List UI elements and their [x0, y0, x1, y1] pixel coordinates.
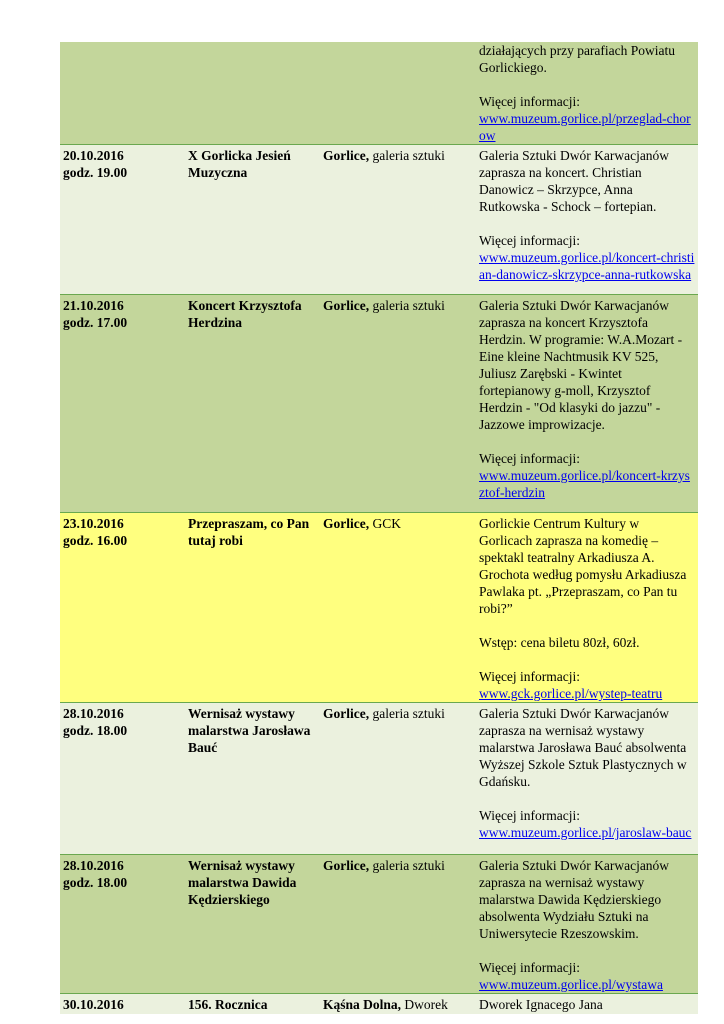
more-info-label: Więcej informacji: [479, 808, 581, 823]
event-time: godz. 17.00 [63, 315, 128, 330]
description-cell [476, 703, 698, 855]
table-row [60, 295, 698, 513]
location-cell [320, 994, 476, 1014]
event-title: 156. Rocznica [173, 994, 320, 1014]
more-info-label: Więcej informacji: [479, 94, 581, 109]
description-cell [476, 855, 698, 994]
date-cell [60, 295, 173, 513]
event-date: 21.10.2016 [63, 298, 124, 313]
date-cell [60, 42, 173, 145]
event-place: galeria sztuki [372, 706, 445, 721]
event-time: godz. 16.00 [63, 533, 128, 548]
event-time: godz. 19.00 [63, 165, 128, 180]
description-cell [476, 145, 698, 295]
more-info-label: Więcej informacji: [479, 451, 581, 466]
event-place: galeria sztuki [372, 298, 445, 313]
description-text: działających przy parafiach Powiatu Gorlickiego. [479, 43, 676, 75]
location-cell [320, 513, 476, 703]
event-link[interactable]: www.muzeum.gorlice.pl/koncert-christian-danowicz-skrzypce-anna-rutkowska [479, 250, 695, 282]
more-info-label: Więcej informacji: [479, 960, 581, 975]
event-link[interactable]: www.muzeum.gorlice.pl/wystawa [479, 977, 663, 992]
title-cell [173, 42, 320, 145]
date-cell [60, 513, 173, 703]
event-date: 28.10.2016 [63, 706, 124, 721]
event-title: X Gorlicka Jesień Muzyczna [173, 145, 320, 295]
event-city: Kąśna Dolna, [323, 997, 402, 1012]
table-row [60, 994, 698, 1014]
event-time: godz. 18.00 [63, 875, 128, 890]
date-cell [60, 994, 173, 1014]
description-text: Dworek Ignacego Jana [479, 997, 603, 1012]
event-title: Koncert Krzysztofa Herdzina [173, 295, 320, 513]
description-text: Galeria Sztuki Dwór Karwacjanów zaprasza na koncert. Christian Danowicz – Skrzypce, Anna Rutkowska - Schock – fortepian. [479, 148, 670, 214]
event-place: galeria sztuki [372, 148, 445, 163]
location-cell [320, 703, 476, 855]
event-place: galeria sztuki [372, 858, 445, 873]
description-cell [476, 513, 698, 703]
description-text: Galeria Sztuki Dwór Karwacjanów zaprasza na koncert Krzysztofa Herdzin. W programie: W.A.Mozart - Eine kleine Nachtmusik KV 525, Juliusz Zarębski - Kwintet fortepianowy g-moll, Krzysztof Herdzin - "Od klasyki do jazzu" - Jazzowe improwizacje. [479, 298, 683, 432]
date-cell [60, 855, 173, 994]
table-row [60, 42, 698, 145]
events-table [60, 42, 698, 1014]
ticket-price: Wstęp: cena biletu 80zł, 60zł. [479, 635, 640, 650]
description-text: Galeria Sztuki Dwór Karwacjanów zaprasza na wernisaż wystawy malarstwa Jarosława Bauć absolwenta Wyższej Szkole Sztuk Plastycznych w Gdańsku. [479, 706, 687, 789]
table-row [60, 145, 698, 295]
event-link[interactable]: www.gck.gorlice.pl/wystep-teatru [479, 686, 663, 701]
event-date: 28.10.2016 [63, 858, 124, 873]
event-city: Gorlice, [323, 298, 370, 313]
description-text: Galeria Sztuki Dwór Karwacjanów zaprasza na wernisaż wystawy malarstwa Dawida Kędzierskiego absolwenta Wydziału Sztuki na Uniwersytecie Rzeszowskim. [479, 858, 670, 941]
location-cell [320, 295, 476, 513]
event-title: Wernisaż wystawy malarstwa Dawida Kędzierskiego [173, 855, 320, 994]
event-title: Przepraszam, co Pan tutaj robi [173, 513, 320, 703]
table-row [60, 855, 698, 994]
location-cell [320, 145, 476, 295]
event-link[interactable]: www.muzeum.gorlice.pl/przeglad-chorow [479, 111, 691, 143]
event-place: Dworek [404, 997, 448, 1012]
event-city: Gorlice, [323, 706, 370, 721]
location-cell [320, 42, 476, 145]
more-info-label: Więcej informacji: [479, 669, 581, 684]
location-cell [320, 855, 476, 994]
event-city: Gorlice, [323, 858, 370, 873]
description-cell [476, 295, 698, 513]
description-cell [476, 994, 698, 1014]
event-link[interactable]: www.muzeum.gorlice.pl/jaroslaw-bauc [479, 825, 692, 840]
event-place: GCK [372, 516, 401, 531]
table-row [60, 703, 698, 855]
event-city: Gorlice, [323, 148, 370, 163]
event-title: Wernisaż wystawy malarstwa Jarosława Bauć [173, 703, 320, 855]
description-text: Gorlickie Centrum Kultury w Gorlicach zaprasza na komedię – spektakl teatralny Arkadiusza A. Grochota według pomysłu Arkadiusza Pawlaka pt. „Przepraszam, co Pan tu robi?” [479, 516, 687, 616]
event-city: Gorlice, [323, 516, 370, 531]
event-time: godz. 18.00 [63, 723, 128, 738]
more-info-label: Więcej informacji: [479, 233, 581, 248]
date-cell [60, 145, 173, 295]
description-cell [476, 42, 698, 145]
event-date: 30.10.2016 [63, 997, 124, 1012]
event-link[interactable]: www.muzeum.gorlice.pl/koncert-krzysztof-herdzin [479, 468, 690, 500]
event-date: 20.10.2016 [63, 148, 124, 163]
table-row [60, 513, 698, 703]
date-cell [60, 703, 173, 855]
event-date: 23.10.2016 [63, 516, 124, 531]
